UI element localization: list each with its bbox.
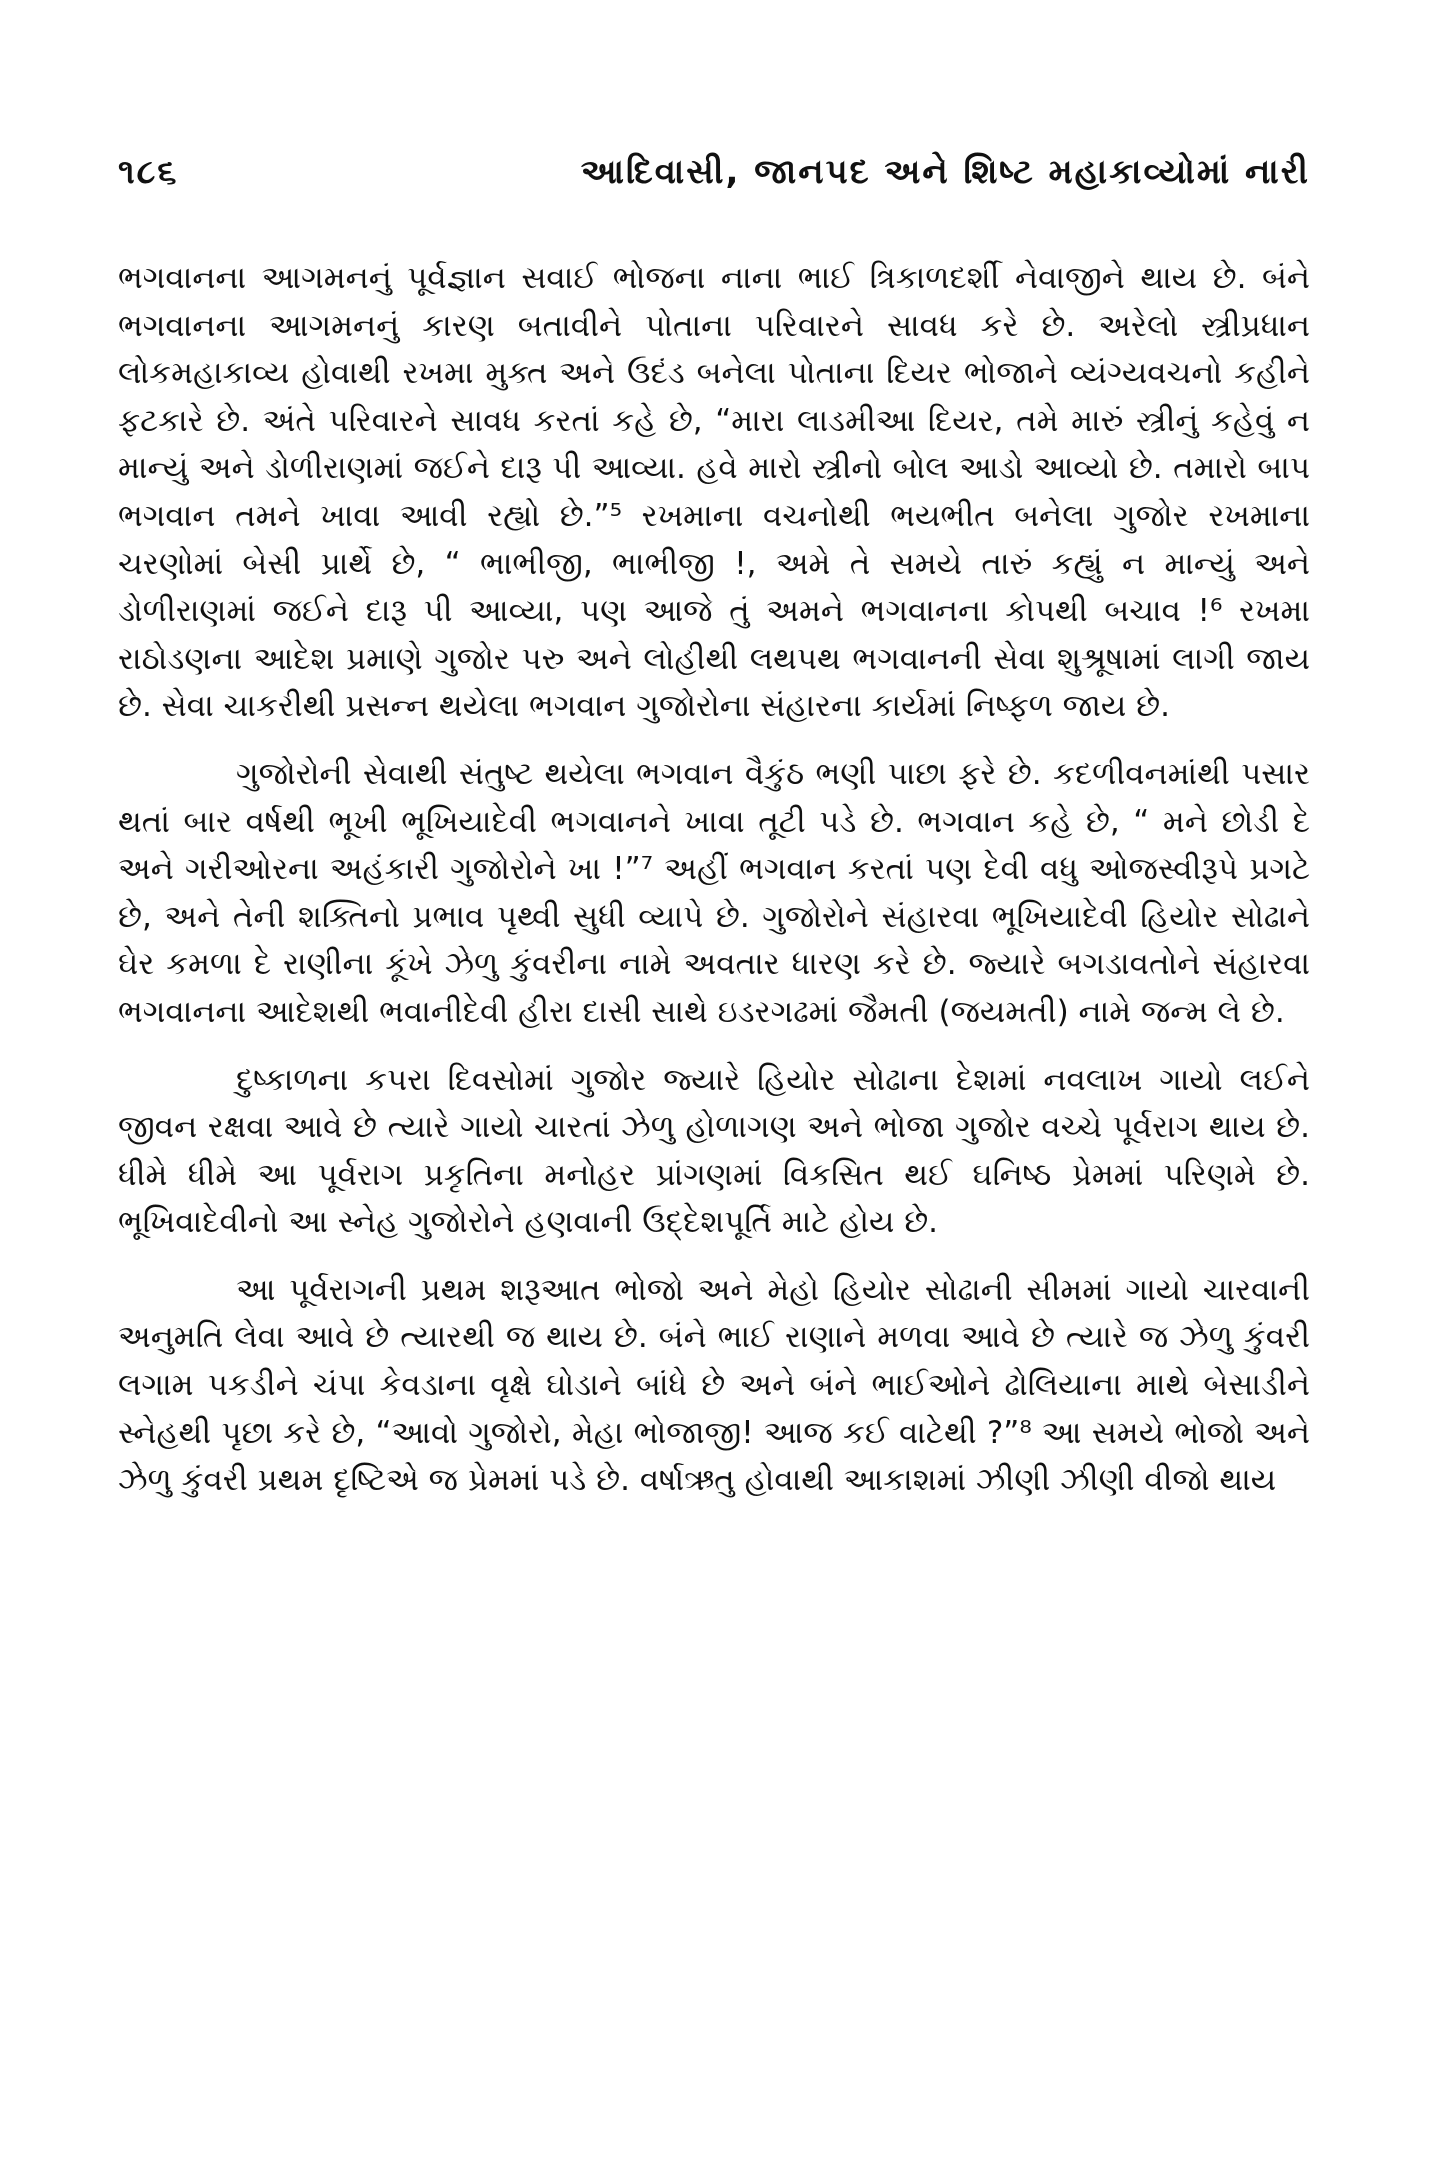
paragraph-2: ગુજોરોની સેવાથી સંતુષ્ટ થયેલા ભગવાન વૈકુંઠ ભણી પાછા ફરે છે. કદળીવનમાંથી પસાર થતાં બાર વર્ષથી ભૂખી ભૂખિયાદેવી ભગવાનને ખાવા તૂટી પડે છે. ભગવાન કહે છે, “ મને છોડી દે અને ગરીઓરના અહંકારી ગુજોરોને ખા !”⁷ અહીં ભગવાન કરતાં પણ દેવી વધુ ઓજસ્વીરૂપે પ્રગટે છે, અને તેની શક્તિનો પ્રભાવ પૃથ્વી સુધી વ્યાપે છે. ગુજોરોને સંહારવા ભૂખિયાદેવી હિયોર સોઢાને ઘેર કમળા દે રાણીના કૂંખે ઝેળુ કુંવરીના નામે અવતાર ધારણ કરે છે. જ્યારે બગડાવતોને સંહારવા ભગવાનના આદેશથી ભવાનીદેવી હીરા દાસી સાથે ઇડરગઢમાં જૈમતી (જયમતી) નામે જન્મ લે છે. <box>118 755 1310 1030</box>
body-text <box>118 255 1310 1525</box>
page-number: ૧૮૬ <box>118 152 179 192</box>
paragraph-3: દુષ્કાળના કપરા દિવસોમાં ગુજોર જ્યારે હિયોર સોઢાના દેશમાં નવલાખ ગાયો લઈને જીવન રક્ષવા આવે છે ત્યારે ગાયો ચારતાં ઝેળુ હોળાગણ અને ભોજા ગુજોર વચ્ચે પૂર્વરાગ થાય છે. ધીમે ધીમે આ પૂર્વરાગ પ્રકૃતિના મનોહર પ્રાંગણમાં વિકસિત થઈ ઘનિષ્ઠ પ્રેમમાં પરિણમે છે. ભૂખિવાદેવીનો આ સ્નેહ ગુજોરોને હણવાની ઉદ્દેશપૂર્તિ માટે હોય છે. <box>118 1061 1310 1241</box>
paragraph-1: ભગવાનના આગમનનું પૂર્વજ્ઞાન સવાઈ ભોજના નાના ભાઈ ત્રિકાળદર્શી નેવાજીને થાય છે. બંને ભગવાનના આગમનનું કારણ બતાવીને પોતાના પરિવારને સાવધ કરે છે. અરેલો સ્ત્રીપ્રધાન લોકમહાકાવ્ય હોવાથી રખમા મુક્ત અને ઉદંડ બનેલા પોતાના દિયર ભોજાને વ્યંગ્યવચનો કહીને ફટકારે છે. અંતે પરિવારને સાવધ કરતાં કહે છે, “મારા લાડમીઆ દિયર, તમે મારું સ્ત્રીનું કહેવું ન માન્યું અને ડોળીરાણમાં જઈને દારૂ પી આવ્યા. હવે મારો સ્ત્રીનો બોલ આડો આવ્યો છે. તમારો બાપ ભગવાન તમને ખાવા આવી રહ્યો છે.”⁵ રખમાના વચનોથી ભયભીત બનેલા ગુજોર રખમાના ચરણોમાં બેસી પ્રાર્થે છે, “ ભાભીજી, ભાભીજી !, અમે તે સમયે તારું કહ્યું ન માન્યું અને ડોળીરાણમાં જઈને દારૂ પી આવ્યા, પણ આજે તું અમને ભગવાનના કોપથી બચાવ !⁶ રખમા રાઠોડણના આદેશ પ્રમાણે ગુજોર પરુ અને લોહીથી લથપથ ભગવાનની સેવા શુશ્રૂષામાં લાગી જાય છે. સેવા ચાકરીથી પ્રસન્ન થયેલા ભગવાન ગુજોરોના સંહારના કાર્યમાં નિષ્ફળ જાય છે. <box>118 260 1310 725</box>
page-header <box>118 152 1310 212</box>
running-title: આદિવાસી, જાનપદ અને શિષ્ટ મહાકાવ્યોમાં નારી <box>580 152 1310 192</box>
paragraph-4: આ પૂર્વરાગની પ્રથમ શરૂઆત ભોજો અને મેહો હિયોર સોઢાની સીમમાં ગાયો ચારવાની અનુમતિ લેવા આવે છે ત્યારથી જ થાય છે. બંને ભાઈ રાણાને મળવા આવે છે ત્યારે જ ઝેળુ કુંવરી લગામ પકડીને ચંપા કેવડાના વૃક્ષે ઘોડાને બાંધે છે અને બંને ભાઈઓને ઢોલિયાના માથે બેસાડીને સ્નેહથી પૃછા કરે છે, “આવો ગુજોરો, મેહા ભોજાજી! આજ કઈ વાટેથી ?”⁸ આ સમયે ભોજો અને ઝેળુ કુંવરી પ્રથમ દૃષ્ટિએ જ પ્રેમમાં પડે છે. વર્ષાઋતુ હોવાથી આકાશમાં ઝીણી ઝીણી વીજો થાય <box>118 1271 1310 1499</box>
